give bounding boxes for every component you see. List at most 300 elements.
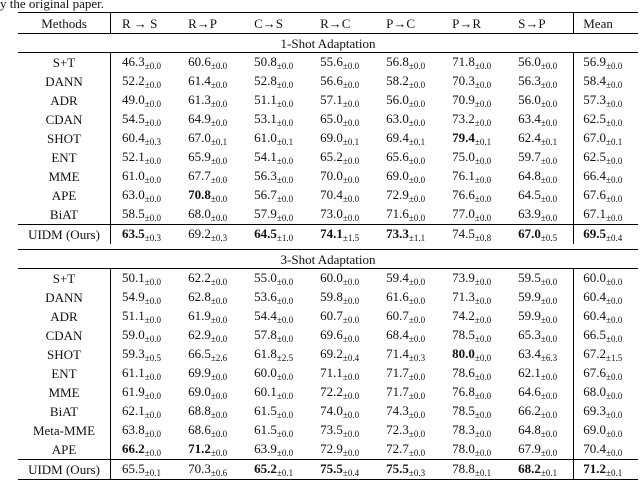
score-std: ±0.0 [210, 429, 228, 439]
score-cell [507, 421, 574, 440]
score-value: 60.4 [122, 130, 145, 145]
mean-cell [574, 205, 638, 225]
score-value: 73.0 [320, 206, 343, 221]
score-cell [177, 402, 243, 421]
score-std: ±0.0 [540, 118, 558, 128]
score-cell [243, 225, 309, 245]
score-std: ±0.0 [474, 156, 492, 166]
method-row [18, 326, 638, 345]
score-value: 61.4 [188, 73, 211, 88]
score-cell [441, 53, 507, 73]
score-std: ±0.0 [276, 277, 294, 287]
score-value: 56.0 [518, 92, 541, 107]
score-std: ±0.0 [210, 213, 228, 223]
score-std: ±0.0 [540, 213, 558, 223]
score-value: 65.9 [188, 149, 211, 164]
method-row [18, 110, 638, 129]
method-name: S+T [18, 269, 111, 289]
section-header-row [18, 250, 638, 269]
score-cell [507, 225, 574, 245]
method-row [18, 421, 638, 440]
score-cell [243, 205, 309, 225]
score-cell [111, 53, 178, 73]
score-cell [243, 383, 309, 402]
score-cell [375, 364, 441, 383]
score-std: ±0.0 [408, 80, 426, 90]
method-row [18, 288, 638, 307]
score-cell [111, 148, 178, 167]
score-value: 59.4 [386, 270, 409, 285]
score-value: 74.1 [320, 226, 343, 241]
score-value: 46.3 [122, 54, 145, 69]
score-std: ±0.0 [210, 391, 228, 401]
score-value: 69.0 [320, 130, 343, 145]
score-value: 63.4 [518, 346, 541, 361]
score-value: 61.5 [254, 422, 277, 437]
score-cell [309, 383, 375, 402]
score-std: ±0.0 [342, 410, 360, 420]
score-std: ±0.0 [276, 315, 294, 325]
method-name: UIDM (Ours) [18, 225, 111, 245]
score-value: 71.7 [386, 365, 409, 380]
score-std: ±0.0 [210, 448, 228, 458]
score-value: 57.8 [254, 327, 277, 342]
score-value: 70.4 [583, 441, 606, 456]
method-name: SHOT [18, 345, 111, 364]
score-value: 68.6 [188, 422, 211, 437]
score-value: 61.3 [188, 92, 211, 107]
header-p-r: P→R [441, 13, 507, 34]
score-value: 64.9 [188, 111, 211, 126]
score-cell [177, 364, 243, 383]
score-value: 65.0 [320, 111, 343, 126]
method-row [18, 167, 638, 186]
score-value: 62.5 [583, 111, 606, 126]
score-cell [111, 288, 178, 307]
score-std: ±0.0 [474, 80, 492, 90]
score-value: 76.1 [452, 168, 475, 183]
score-std: ±0.0 [606, 410, 623, 420]
score-cell [375, 345, 441, 364]
score-value: 62.9 [188, 327, 211, 342]
score-cell [177, 205, 243, 225]
score-std: ±2.5 [276, 353, 294, 363]
mean-cell [574, 91, 638, 110]
score-std: ±1.0 [276, 233, 294, 243]
score-value: 70.3 [188, 461, 211, 476]
score-std: ±0.1 [540, 137, 558, 147]
score-cell [111, 307, 178, 326]
score-std: ±0.0 [342, 156, 360, 166]
score-std: ±0.0 [144, 277, 161, 287]
score-cell [243, 269, 309, 289]
score-std: ±0.0 [144, 429, 161, 439]
score-value: 72.3 [386, 422, 409, 437]
score-cell [243, 91, 309, 110]
score-cell [111, 402, 178, 421]
score-value: 63.5 [122, 226, 145, 241]
score-cell [309, 307, 375, 326]
score-std: ±0.5 [540, 233, 558, 243]
score-std: ±0.1 [606, 137, 623, 147]
score-value: 69.6 [320, 327, 343, 342]
score-value: 55.0 [254, 270, 277, 285]
mean-cell [574, 383, 638, 402]
score-std: ±0.0 [144, 315, 161, 325]
score-std: ±0.0 [342, 213, 360, 223]
score-cell [507, 53, 574, 73]
score-std: ±0.0 [408, 61, 426, 71]
score-value: 73.5 [320, 422, 343, 437]
score-cell [441, 167, 507, 186]
score-std: ±0.0 [342, 194, 360, 204]
score-value: 60.0 [583, 270, 606, 285]
score-std: ±0.0 [210, 315, 228, 325]
method-row [18, 364, 638, 383]
score-cell [441, 205, 507, 225]
score-cell [507, 269, 574, 289]
score-cell [375, 148, 441, 167]
score-value: 76.8 [452, 384, 475, 399]
score-std: ±0.0 [342, 315, 360, 325]
score-value: 59.5 [518, 270, 541, 285]
score-value: 78.0 [452, 441, 475, 456]
score-std: ±0.0 [342, 99, 360, 109]
score-value: 71.4 [386, 346, 409, 361]
score-value: 51.1 [122, 308, 145, 323]
score-value: 68.4 [386, 327, 409, 342]
score-std: ±0.0 [342, 448, 360, 458]
score-std: ±0.0 [144, 213, 161, 223]
mean-cell [574, 421, 638, 440]
score-value: 74.3 [386, 403, 409, 418]
score-std: ±0.0 [276, 372, 294, 382]
score-cell [111, 421, 178, 440]
score-value: 64.8 [518, 422, 541, 437]
method-row [18, 269, 638, 289]
mean-cell [574, 148, 638, 167]
header-r-p: R→P [177, 13, 243, 34]
score-std: ±0.0 [276, 391, 294, 401]
score-value: 67.6 [583, 187, 606, 202]
score-cell [111, 460, 178, 480]
method-name: CDAN [18, 110, 111, 129]
method-name: DANN [18, 288, 111, 307]
mean-cell [574, 460, 638, 480]
score-value: 56.9 [583, 54, 606, 69]
score-value: 60.1 [254, 384, 277, 399]
score-cell [375, 205, 441, 225]
score-value: 55.6 [320, 54, 343, 69]
score-value: 59.0 [122, 327, 145, 342]
score-value: 76.6 [452, 187, 475, 202]
score-std: ±0.0 [342, 429, 360, 439]
method-name: MME [18, 383, 111, 402]
score-value: 72.7 [386, 441, 409, 456]
score-value: 61.5 [254, 403, 277, 418]
score-value: 69.2 [188, 226, 211, 241]
mean-cell [574, 402, 638, 421]
score-cell [441, 383, 507, 402]
score-std: ±0.0 [276, 194, 294, 204]
score-cell [177, 345, 243, 364]
score-value: 77.0 [452, 206, 475, 221]
score-value: 52.1 [122, 149, 145, 164]
score-std: ±0.1 [144, 468, 161, 478]
score-cell [507, 345, 574, 364]
score-cell [441, 364, 507, 383]
score-value: 53.6 [254, 289, 277, 304]
score-value: 71.2 [583, 461, 606, 476]
score-cell [441, 402, 507, 421]
score-value: 74.2 [452, 308, 475, 323]
method-row [18, 307, 638, 326]
score-cell [243, 72, 309, 91]
score-std: ±0.0 [606, 99, 623, 109]
score-std: ±0.0 [342, 175, 360, 185]
score-std: ±0.0 [408, 448, 426, 458]
score-cell [309, 402, 375, 421]
score-std: ±0.0 [342, 372, 360, 382]
score-cell [375, 72, 441, 91]
score-std: ±0.0 [342, 118, 360, 128]
score-value: 69.0 [386, 168, 409, 183]
mean-cell [574, 326, 638, 345]
score-std: ±0.0 [144, 61, 161, 71]
score-std: ±0.0 [342, 277, 360, 287]
method-name: UIDM (Ours) [18, 460, 111, 480]
score-value: 60.0 [320, 270, 343, 285]
score-value: 66.2 [122, 441, 145, 456]
score-std: ±0.3 [210, 233, 228, 243]
score-value: 59.8 [320, 289, 343, 304]
score-std: ±0.0 [474, 372, 492, 382]
score-cell [309, 225, 375, 245]
score-cell [309, 345, 375, 364]
score-value: 60.7 [320, 308, 343, 323]
score-value: 59.7 [518, 149, 541, 164]
score-std: ±0.4 [342, 353, 360, 363]
score-value: 69.0 [188, 384, 211, 399]
score-std: ±0.0 [540, 194, 558, 204]
score-std: ±0.0 [474, 213, 492, 223]
score-cell [243, 167, 309, 186]
score-cell [177, 269, 243, 289]
score-std: ±0.1 [408, 137, 426, 147]
score-cell [111, 110, 178, 129]
method-row [18, 205, 638, 225]
score-value: 69.2 [320, 346, 343, 361]
score-cell [375, 167, 441, 186]
method-name: MME [18, 167, 111, 186]
score-value: 59.3 [122, 346, 145, 361]
score-cell [111, 129, 178, 148]
score-cell [309, 288, 375, 307]
score-value: 69.5 [583, 226, 606, 241]
score-value: 70.4 [320, 187, 343, 202]
score-cell [309, 326, 375, 345]
score-cell [375, 186, 441, 205]
score-value: 65.2 [254, 461, 277, 476]
score-std: ±0.0 [606, 175, 623, 185]
score-std: ±0.0 [144, 410, 161, 420]
score-std: ±0.0 [342, 61, 360, 71]
score-value: 71.1 [320, 365, 343, 380]
score-value: 67.0 [188, 130, 211, 145]
mean-cell [574, 167, 638, 186]
method-row [18, 186, 638, 205]
score-cell [111, 345, 178, 364]
score-std: ±0.0 [606, 315, 623, 325]
section-header-row [18, 34, 638, 53]
score-cell [177, 307, 243, 326]
score-value: 54.1 [254, 149, 277, 164]
score-cell [441, 129, 507, 148]
score-cell [375, 53, 441, 73]
score-std: ±0.0 [408, 213, 426, 223]
score-std: ±0.0 [144, 175, 161, 185]
score-cell [243, 440, 309, 460]
score-value: 50.8 [254, 54, 277, 69]
score-std: ±0.0 [144, 391, 161, 401]
score-std: ±0.0 [276, 334, 294, 344]
score-std: ±0.0 [408, 156, 426, 166]
score-value: 73.2 [452, 111, 475, 126]
score-value: 65.6 [386, 149, 409, 164]
score-std: ±0.0 [540, 334, 558, 344]
mean-cell [574, 288, 638, 307]
score-cell [177, 110, 243, 129]
score-value: 61.6 [386, 289, 409, 304]
score-value: 54.4 [254, 308, 277, 323]
score-cell [111, 364, 178, 383]
score-std: ±0.0 [210, 334, 228, 344]
score-cell [375, 91, 441, 110]
score-std: ±0.1 [540, 468, 558, 478]
mean-cell [574, 440, 638, 460]
score-cell [375, 288, 441, 307]
score-cell [177, 440, 243, 460]
score-value: 61.8 [254, 346, 277, 361]
score-cell [375, 307, 441, 326]
score-std: ±0.0 [540, 80, 558, 90]
score-std: ±0.0 [540, 372, 558, 382]
method-name: BiAT [18, 205, 111, 225]
score-value: 66.2 [518, 403, 541, 418]
ours-row [18, 460, 638, 480]
score-std: ±0.0 [276, 99, 294, 109]
score-std: ±2.6 [210, 353, 228, 363]
score-std: ±0.0 [144, 334, 161, 344]
score-cell [441, 307, 507, 326]
score-cell [507, 402, 574, 421]
score-std: ±0.0 [474, 118, 492, 128]
score-std: ±0.0 [276, 156, 294, 166]
score-std: ±0.0 [540, 175, 558, 185]
score-cell [507, 167, 574, 186]
score-cell [441, 110, 507, 129]
score-value: 72.9 [386, 187, 409, 202]
score-std: ±0.0 [606, 277, 623, 287]
score-cell [507, 205, 574, 225]
score-cell [309, 269, 375, 289]
score-value: 64.8 [518, 168, 541, 183]
score-value: 63.9 [518, 206, 541, 221]
score-std: ±0.0 [276, 118, 294, 128]
score-std: ±0.0 [276, 429, 294, 439]
score-std: ±0.0 [210, 118, 228, 128]
score-value: 75.0 [452, 149, 475, 164]
score-value: 53.1 [254, 111, 277, 126]
score-std: ±0.0 [540, 99, 558, 109]
score-value: 57.3 [583, 92, 606, 107]
score-cell [309, 72, 375, 91]
score-value: 68.0 [188, 206, 211, 221]
score-std: ±0.0 [144, 194, 161, 204]
score-value: 56.8 [386, 54, 409, 69]
score-cell [309, 129, 375, 148]
score-std: ±0.0 [210, 372, 228, 382]
score-value: 56.7 [254, 187, 277, 202]
score-std: ±0.0 [210, 99, 228, 109]
score-cell [243, 460, 309, 480]
score-cell [177, 167, 243, 186]
method-name: S+T [18, 53, 111, 73]
score-cell [375, 402, 441, 421]
score-value: 60.4 [583, 289, 606, 304]
method-row [18, 402, 638, 421]
score-cell [177, 53, 243, 73]
header-mean: Mean [574, 13, 638, 34]
score-value: 61.9 [122, 384, 145, 399]
score-std: ±0.0 [144, 99, 161, 109]
header-row [18, 13, 638, 34]
score-std: ±0.0 [474, 353, 492, 363]
score-std: ±0.3 [144, 233, 161, 243]
score-value: 72.2 [320, 384, 343, 399]
score-value: 62.1 [122, 403, 145, 418]
score-value: 78.5 [452, 403, 475, 418]
score-cell [375, 129, 441, 148]
score-cell [243, 53, 309, 73]
score-std: ±0.0 [474, 410, 492, 420]
score-std: ±0.0 [408, 277, 426, 287]
score-value: 60.4 [583, 308, 606, 323]
score-value: 70.8 [188, 187, 211, 202]
score-value: 54.9 [122, 289, 145, 304]
score-value: 56.6 [320, 73, 343, 88]
score-std: ±0.0 [474, 334, 492, 344]
score-std: ±0.0 [276, 296, 294, 306]
score-cell [309, 364, 375, 383]
score-std: ±0.0 [474, 296, 492, 306]
score-std: ±0.0 [474, 277, 492, 287]
score-std: ±0.3 [408, 468, 426, 478]
header-r-s: R → S [111, 13, 178, 34]
score-value: 69.4 [386, 130, 409, 145]
score-value: 59.9 [518, 289, 541, 304]
score-value: 67.7 [188, 168, 211, 183]
score-std: ±0.0 [606, 156, 623, 166]
score-value: 75.5 [320, 461, 343, 476]
method-row [18, 53, 638, 73]
score-value: 62.1 [518, 365, 541, 380]
score-value: 66.5 [188, 346, 211, 361]
score-cell [441, 421, 507, 440]
score-value: 49.0 [122, 92, 145, 107]
score-cell [441, 460, 507, 480]
mean-cell [574, 110, 638, 129]
